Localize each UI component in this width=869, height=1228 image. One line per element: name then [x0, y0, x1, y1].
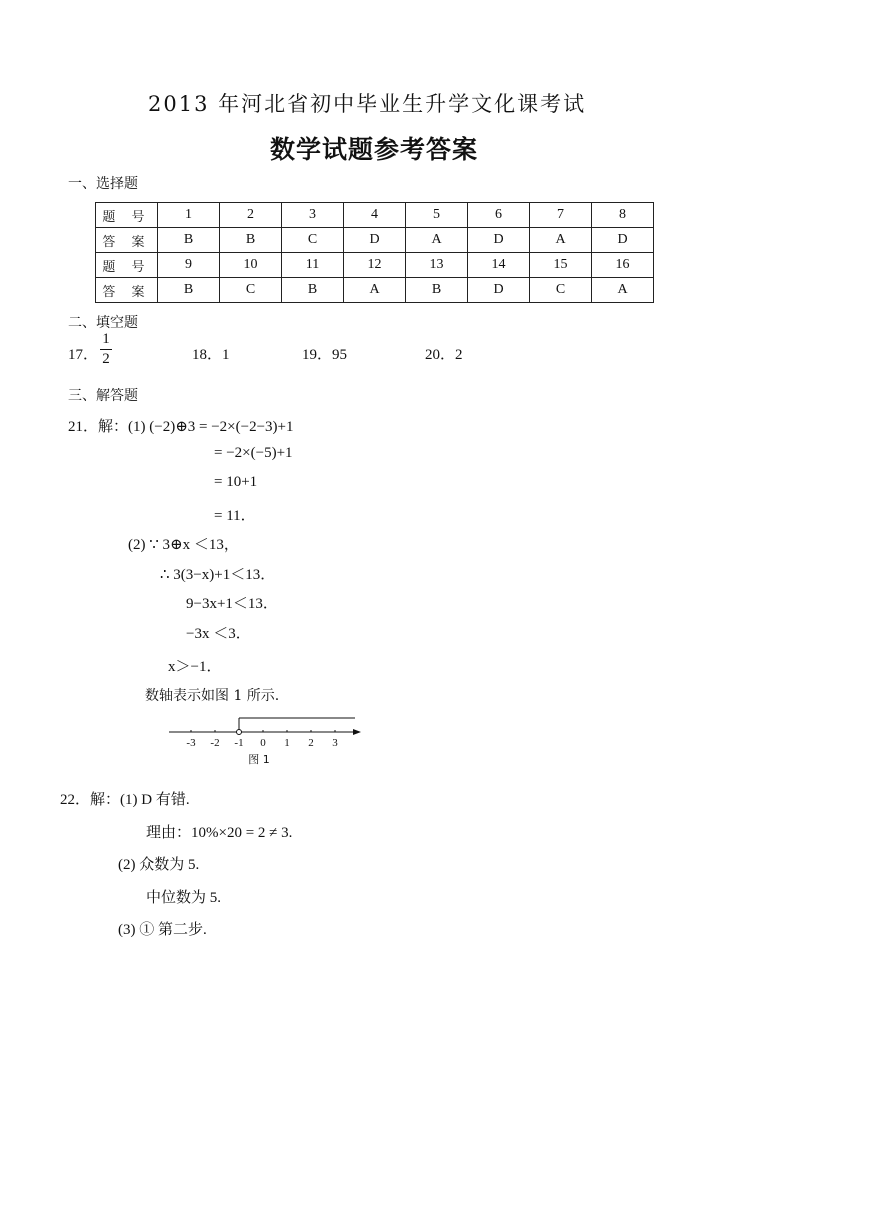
q22-line-2: 理由：10%×20 = 2 ≠ 3.: [146, 825, 293, 841]
table-row: [96, 228, 654, 253]
q21-line-4: = 11．: [214, 508, 256, 524]
q22-line-3: (2) 众数为 5.: [118, 857, 200, 873]
table-cell: 4: [344, 203, 406, 228]
table-cell: 3: [282, 203, 344, 228]
tick-label: 0: [260, 737, 266, 749]
table-cell: A: [344, 278, 406, 303]
table-row: [96, 253, 654, 278]
q22-line-5: (3) ① 第二步.: [118, 922, 207, 938]
table-cell: C: [282, 228, 344, 253]
q21-line-2: = −2×(−5)+1: [214, 445, 293, 461]
q21-line-3: = 10+1: [214, 474, 258, 490]
tick-label: -1: [234, 737, 244, 749]
table-cell: D: [468, 228, 530, 253]
q21-line-1: 21．解：(1) (−2)⊕3 = −2×(−2−3)+1: [68, 419, 294, 435]
table-cell: 9: [158, 253, 220, 278]
table-row: [96, 203, 654, 228]
q21-line-7: 9−3x+1＜13．: [186, 596, 278, 612]
tick-label: -2: [210, 737, 220, 749]
q17-fraction: [100, 331, 112, 368]
q17-denominator: 2: [102, 351, 110, 367]
table-cell: D: [468, 278, 530, 303]
table-cell: A: [406, 228, 468, 253]
tick-label: 1: [284, 737, 290, 749]
q17-label: 17．: [68, 347, 99, 363]
section-fill-blank-heading: 二、填空题: [68, 315, 138, 331]
q21-line-8: −3x ＜3．: [186, 626, 251, 642]
table-cell: A: [592, 278, 654, 303]
table-cell: A: [530, 228, 592, 253]
table-cell: B: [158, 228, 220, 253]
table-cell: 8: [592, 203, 654, 228]
number-line-figure: [165, 710, 375, 770]
table-cell: 14: [468, 253, 530, 278]
table-cell: 13: [406, 253, 468, 278]
answer-key-title: 数学试题参考答案: [270, 135, 479, 164]
tick-label: 3: [332, 737, 338, 749]
q20-answer: 20．2: [425, 347, 463, 363]
row-label-answer: 答 案: [96, 228, 158, 253]
table-cell: C: [220, 278, 282, 303]
table-cell: B: [158, 278, 220, 303]
tick-label: 2: [308, 737, 314, 749]
figure-label: 图 1: [248, 753, 270, 766]
q21-line-9: x＞−1．: [168, 659, 222, 675]
row-label-answer: 答 案: [96, 278, 158, 303]
fraction-bar: [100, 349, 112, 350]
table-cell: 2: [220, 203, 282, 228]
table-cell: 1: [158, 203, 220, 228]
table-cell: D: [344, 228, 406, 253]
row-label-question: 题 号: [96, 203, 158, 228]
table-cell: 12: [344, 253, 406, 278]
q21-line-6: ∴ 3(3−x)+1＜13．: [160, 567, 276, 583]
q18-answer: 18．1: [192, 347, 230, 363]
arrow-icon: [353, 729, 361, 735]
table-cell: D: [592, 228, 654, 253]
exam-title: 2013 年河北省初中毕业生升学文化课考试: [148, 92, 587, 116]
table-row: [96, 278, 654, 303]
q22-line-4: 中位数为 5.: [146, 890, 222, 906]
section-solution-heading: 三、解答题: [68, 388, 138, 404]
q17-numerator: 1: [102, 331, 110, 347]
table-cell: B: [220, 228, 282, 253]
table-cell: 15: [530, 253, 592, 278]
table-cell: 16: [592, 253, 654, 278]
table-cell: 10: [220, 253, 282, 278]
table-cell: 5: [406, 203, 468, 228]
row-label-question: 题 号: [96, 253, 158, 278]
q19-answer: 19．95: [302, 347, 348, 363]
table-cell: B: [406, 278, 468, 303]
q22-line-1: 22．解：(1) D 有错.: [60, 792, 190, 808]
answer-table: [95, 202, 654, 303]
table-cell: 7: [530, 203, 592, 228]
table-cell: 6: [468, 203, 530, 228]
tick-label: -3: [186, 737, 196, 749]
section-multiple-choice-heading: 一、选择题: [68, 176, 138, 192]
q21-figure-caption: 数轴表示如图 1 所示.: [145, 688, 280, 704]
open-circle-icon: [237, 730, 242, 735]
table-cell: 11: [282, 253, 344, 278]
q21-line-5: (2) ∵ 3⊕x ＜13，: [128, 537, 239, 553]
table-cell: C: [530, 278, 592, 303]
table-cell: B: [282, 278, 344, 303]
